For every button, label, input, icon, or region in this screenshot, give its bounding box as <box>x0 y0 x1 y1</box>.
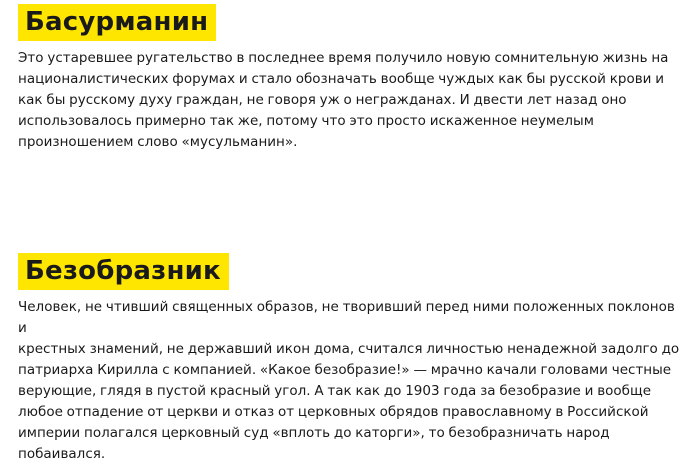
body-line: как бы русскому духу граждан, не говоря уж о негражданах. И двести лет назад оно <box>18 92 627 108</box>
body-line: Это устаревшее ругательство в последнее время получило новую сомнительную жизнь на <box>18 50 669 66</box>
entry-body <box>18 297 682 465</box>
body-line: империи полагался церковный суд «вплоть до каторги», то безобразничать народ <box>18 425 610 441</box>
body-line: побаивался. <box>18 446 106 462</box>
body-line: патриарха Кирилла с компанией. «Какое безобразие!» — мрачно качали головами честные <box>18 362 672 378</box>
entry-heading: Безобразник <box>25 256 221 286</box>
heading-highlight <box>18 4 216 41</box>
heading-highlight <box>18 253 229 290</box>
body-line: использовалось примерно так же, потому что это просто искаженное неумелым <box>18 113 594 129</box>
entry-bezobraznik <box>18 253 682 465</box>
body-line: произношением слово «мусульманин». <box>18 134 298 150</box>
body-line: националистических форумах и стало обозначать вообще чуждых как бы русской крови и <box>18 71 665 87</box>
body-line: верующие, глядя в пустой красный угол. А так как до 1903 года за безобразие и вообще <box>18 383 652 399</box>
entry-basurmanin <box>18 4 682 153</box>
entry-heading: Басурманин <box>25 7 209 37</box>
body-line: Человек, не чтивший священных образов, не творивший перед ними положенных поклонов и <box>18 299 675 336</box>
entry-body <box>18 48 682 153</box>
body-line: любое отпадение от церкви и отказ от церковных обрядов православному в Российской <box>18 404 649 420</box>
body-line: крестных знамений, не державший икон дома, считался личностью ненадежной задолго до <box>18 341 680 357</box>
